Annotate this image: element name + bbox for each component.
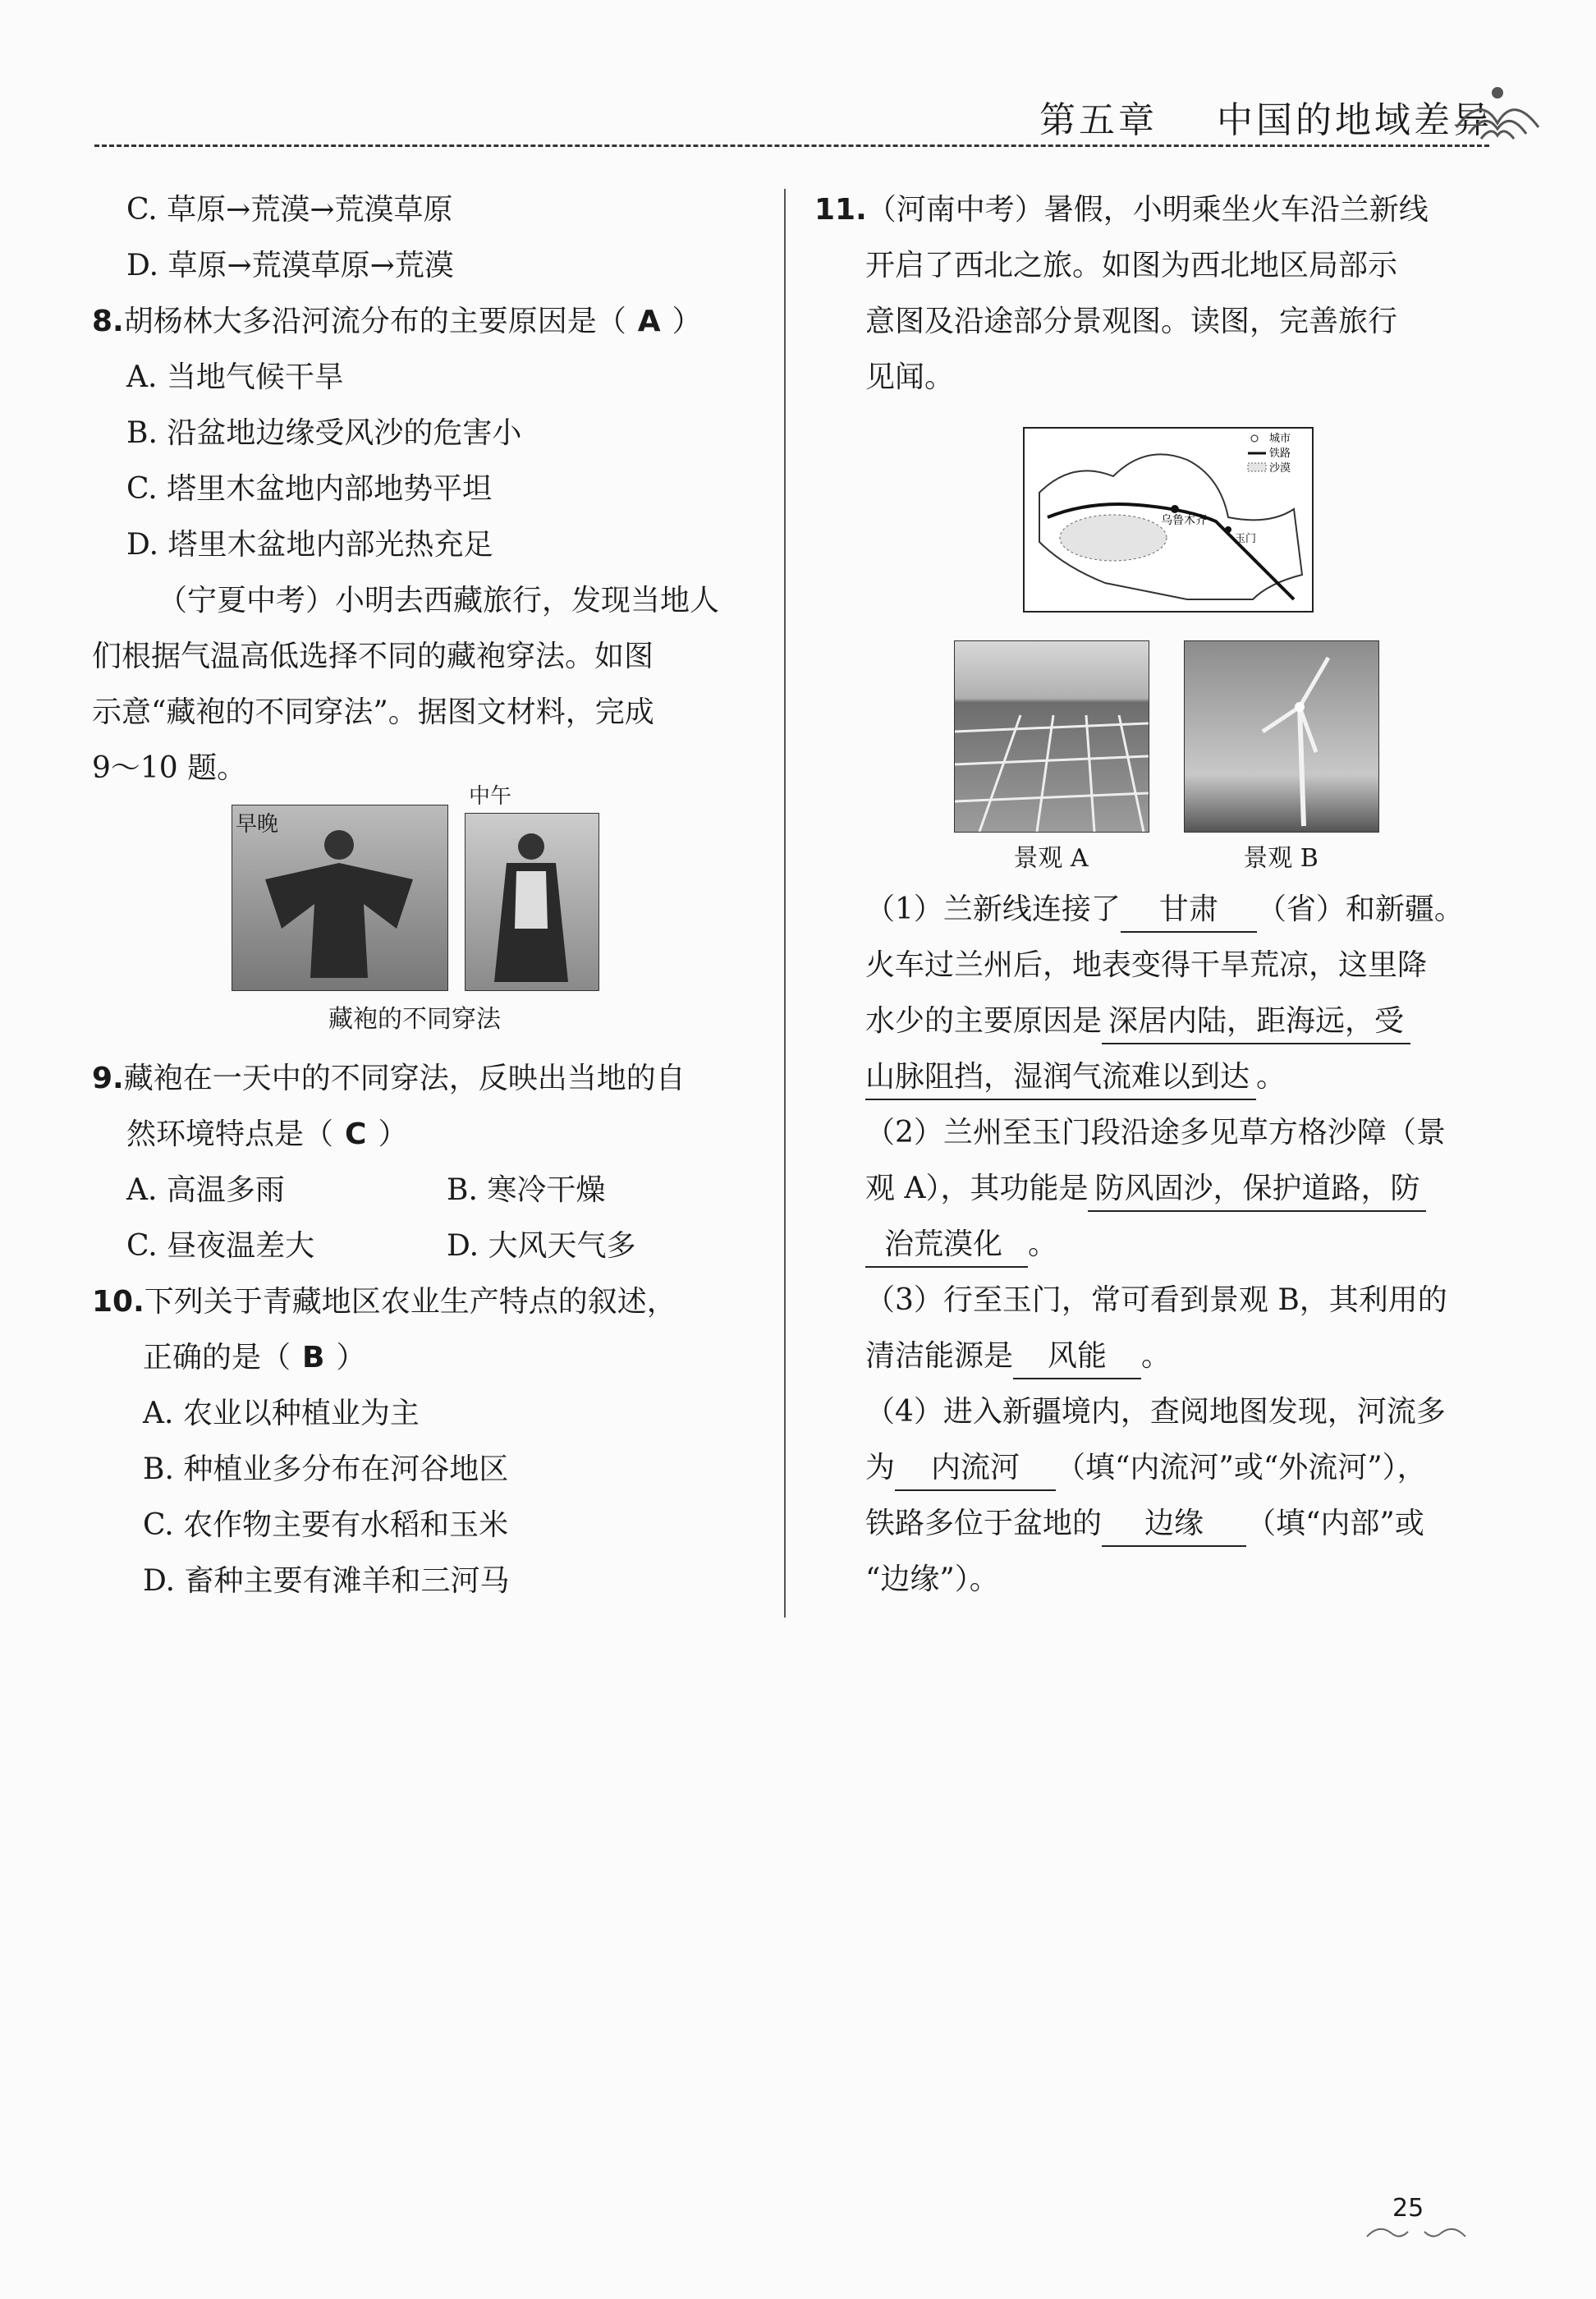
q8-number: 8. (92, 305, 124, 338)
intro-line-3: 示意“藏袍的不同穿法”。据图文材料，完成 (92, 695, 654, 729)
q8-answer: A (637, 305, 661, 338)
q8-option-a: A. 当地气候干旱 (126, 360, 344, 394)
legend-railway: 铁路 (1269, 447, 1291, 460)
q11-stem-2: 开启了西北之旅。如图为西北地区局部示 (865, 249, 1398, 282)
q11-part3-line2: 清洁能源是 风能 。 (814, 1328, 1496, 1384)
q10-option-a: A. 农业以种植业为主 (143, 1397, 420, 1430)
morning-label: 早晚 (236, 812, 279, 837)
q7-option-d: D. 草原→荒漠草原→荒漠 (126, 249, 454, 282)
q11-part4-line1: （4）进入新疆境内，查阅地图发现，河流多 (865, 1395, 1446, 1429)
city-urumqi: 乌鲁木齐 (1161, 514, 1207, 527)
q10-stem-1: 10.下列关于青藏地区农业生产特点的叙述， (92, 1285, 676, 1319)
chapter-number: 第五章 (1039, 99, 1158, 141)
answer-function-part1: 防风固沙，保护道路，防 (1088, 1168, 1426, 1212)
northwest-region-map (1023, 427, 1314, 613)
northwest-map-figure (814, 414, 1496, 619)
chapter-header (1039, 90, 1493, 143)
city-yumen: 玉门 (1235, 533, 1257, 545)
q11-part2-line2: 观 A），其功能是 防风固沙，保护道路，防 (814, 1161, 1496, 1217)
q10-option-c: C. 农作物主要有水稻和玉米 (143, 1508, 509, 1542)
q11-stem-4: 见闻。 (865, 360, 955, 394)
intro-line-1: （宁夏中考）小明去西藏旅行，发现当地人 (158, 584, 720, 617)
q11-part3-line1: （3）行至玉门，常可看到景观 B，其利用的 (865, 1283, 1447, 1317)
figure-caption: 藏袍的不同穿法 (328, 1005, 501, 1034)
q11-part4-line3: 铁路多位于盆地的 边缘 （填“内部”或 (814, 1496, 1496, 1552)
q9-option-b: B. 寒冷干燥 (447, 1173, 606, 1207)
robe-noon-photo (465, 784, 599, 991)
left-column (92, 182, 773, 1609)
q11-number: 11. (814, 193, 867, 227)
legend-desert: 沙漠 (1269, 462, 1291, 475)
caption-landscape-a: 景观 A (1013, 844, 1089, 873)
q11-part2-line1: （2）兰州至玉门段沿途多见草方格沙障（景 (865, 1116, 1446, 1150)
q10-stem-2: 正确的是（ B ） (92, 1330, 773, 1386)
desert-area (1060, 515, 1167, 561)
answer-inland-river: 内流河 (895, 1447, 1056, 1491)
intro-line-2: 们根据气温高低选择不同的藏袍穿法。如图 (92, 640, 654, 673)
q9-option-c: C. 昼夜温差大 (126, 1229, 315, 1263)
q11-part4-line4: “边缘”）。 (865, 1562, 999, 1596)
q11-part1-line1: （1）兰新线连接了 甘肃 （省）和新疆。 (814, 882, 1496, 938)
q8-stem: 8.胡杨林大多沿河流分布的主要原因是（ A ） (92, 294, 773, 350)
q8-option-c: C. 塔里木盆地内部地势平坦 (126, 472, 493, 506)
lotus-ornament-icon (1448, 78, 1547, 144)
q10-option-d: D. 畜种主要有滩羊和三河马 (143, 1564, 510, 1598)
q9-stem-2: 然环境特点是（ C ） (92, 1107, 773, 1163)
q7-option-c: C. 草原→荒漠→荒漠草原 (126, 193, 453, 227)
robe-morning-photo (232, 805, 448, 991)
q11-part2-line3: 治荒漠化 。 (814, 1217, 1496, 1273)
q9-options-row-1 (92, 1163, 773, 1218)
answer-gansu: 甘肃 (1121, 888, 1257, 933)
answer-function-part2: 治荒漠化 (865, 1223, 1028, 1268)
q10-number: 10. (92, 1285, 144, 1319)
page-number: 25 (1392, 2194, 1424, 2223)
tibetan-robe-figure (92, 784, 773, 1043)
landscape-a-photo (954, 640, 1149, 833)
column-divider (784, 189, 786, 1618)
q8-option-b: B. 沿盆地边缘受风沙的危害小 (126, 416, 522, 450)
q9-number: 9. (92, 1062, 124, 1095)
answer-edge: 边缘 (1102, 1503, 1246, 1547)
q9-option-d: D. 大风天气多 (447, 1229, 636, 1263)
q11-part4-line2: 为 内流河 （填“内流河”或“外流河”）， (814, 1440, 1496, 1496)
q11-part1-line2: 火车过兰州后，地表变得干旱荒凉，这里降 (865, 948, 1428, 982)
chapter-title: 中国的地域差异 (1217, 99, 1493, 141)
q9-options-row-2 (92, 1218, 773, 1274)
q10-option-b: B. 种植业多分布在河谷地区 (143, 1452, 509, 1486)
answer-wind-energy: 风能 (1013, 1335, 1141, 1379)
answer-reason-part1: 深居内陆，距海远，受 (1102, 1000, 1410, 1044)
q11-stem-1: 11.（河南中考）暑假，小明乘坐火车沿兰新线 (814, 193, 1429, 227)
q11-part1-line3: 水少的主要原因是 深居内陆，距海远，受 (814, 993, 1496, 1049)
robed-person-icon (466, 814, 598, 990)
intro-line-4: 9～10 题。 (92, 751, 247, 785)
q8-option-d: D. 塔里木盆地内部光热充足 (126, 528, 493, 562)
q9-answer: C (345, 1117, 367, 1151)
q9-stem-1: 9.藏袍在一天中的不同穿法，反映出当地的自 (92, 1062, 686, 1095)
landscape-b-photo (1184, 640, 1379, 833)
footer-swirl-icon (1363, 2222, 1470, 2243)
q9-option-a: A. 高温多雨 (126, 1173, 285, 1207)
caption-landscape-b: 景观 B (1243, 844, 1319, 873)
q11-part1-line4: 山脉阻挡，湿润气流难以到达 。 (814, 1049, 1496, 1105)
right-column (814, 182, 1496, 1608)
landscape-photos (814, 627, 1496, 874)
grass-checkerboard-icon (955, 641, 1149, 832)
wind-turbine-icon (1185, 641, 1378, 832)
header-rule (94, 145, 1489, 147)
answer-reason-part2: 山脉阻挡，湿润气流难以到达 (865, 1056, 1256, 1100)
q11-stem-3: 意图及沿途部分景观图。读图，完善旅行 (865, 305, 1398, 338)
legend-city: 城市 (1269, 433, 1291, 445)
q10-answer: B (302, 1341, 325, 1374)
noon-label: 中午 (469, 784, 512, 809)
